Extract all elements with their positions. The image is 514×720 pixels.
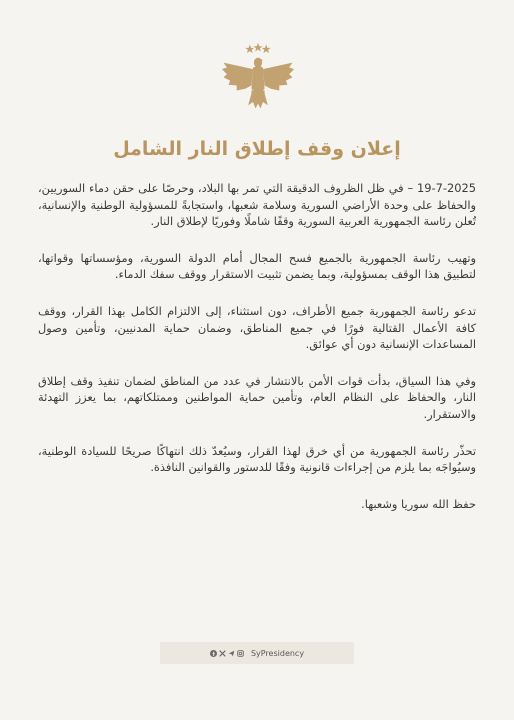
paragraph-3: تدعو رئاسة الجمهورية جميع الأطراف، دون استثناء، إلى الالتزام الكامل بهذا القرار، ووقف كافة الأعمال القتالية فورًا في جميع المناطق، وضمان حماية المدنيين، وتأمين وصول المساعدات الإنسانية دون أي عوائق. <box>38 303 476 352</box>
paragraph-2: وتهيب رئاسة الجمهورية بالجميع فسح المجال أمام الدولة السورية، ومؤسساتها وقواتها، لتطبيق هذا الوقف بمسؤولية، وبما يضمن تثبيت الاستقرار ووقف سفك الدماء. <box>38 250 476 282</box>
social-footer <box>160 642 354 664</box>
closing-line: حفظ الله سوريا وشعبها. <box>361 496 476 511</box>
paragraph-5: تحذّر رئاسة الجمهورية من أي خرق لهذا القرار، وسيُعدّ ذلك انتهاكًا صريحًا للسيادة الوطنية، وسيُواجَه بما يلزم من إجراءات قانونية وفقًا للدستور والقوانين النافذة. <box>38 443 476 475</box>
page-title: إعلان وقف إطلاق النار الشامل <box>113 138 401 160</box>
eagle-emblem-icon <box>217 38 299 120</box>
x-icon[interactable] <box>219 650 225 656</box>
statement-body <box>38 180 476 532</box>
social-handle: SyPresidency <box>250 648 305 658</box>
paragraph-4: وفي هذا السياق، بدأت قوات الأمن بالانتشار في عدد من المناطق لضمان تنفيذ وقف إطلاق النار، والحفاظ على النظام العام، وتأمين حماية المواطنين وممتلكاتهم، بما يعزز التهدئة والاستقرار. <box>38 373 476 421</box>
paragraph-1: 19-7-2025 – في ظل الظروف الدقيقة التي تمر بها البلاد، وحرصًا على حقن دماء السوريين، والحفاظ على وحدة الأراضي السورية وسلامة شعبها، واستجابةً للمسؤولية الوطنية والإنسانية، تُعلن رئاسة الجمهورية العربية السورية وقفًا شاملًا وفوريًا لإطلاق النار. <box>38 181 476 229</box>
social-icons <box>210 650 243 656</box>
facebook-icon[interactable] <box>210 650 216 656</box>
instagram-icon[interactable] <box>237 650 243 656</box>
telegram-icon[interactable] <box>228 650 234 656</box>
